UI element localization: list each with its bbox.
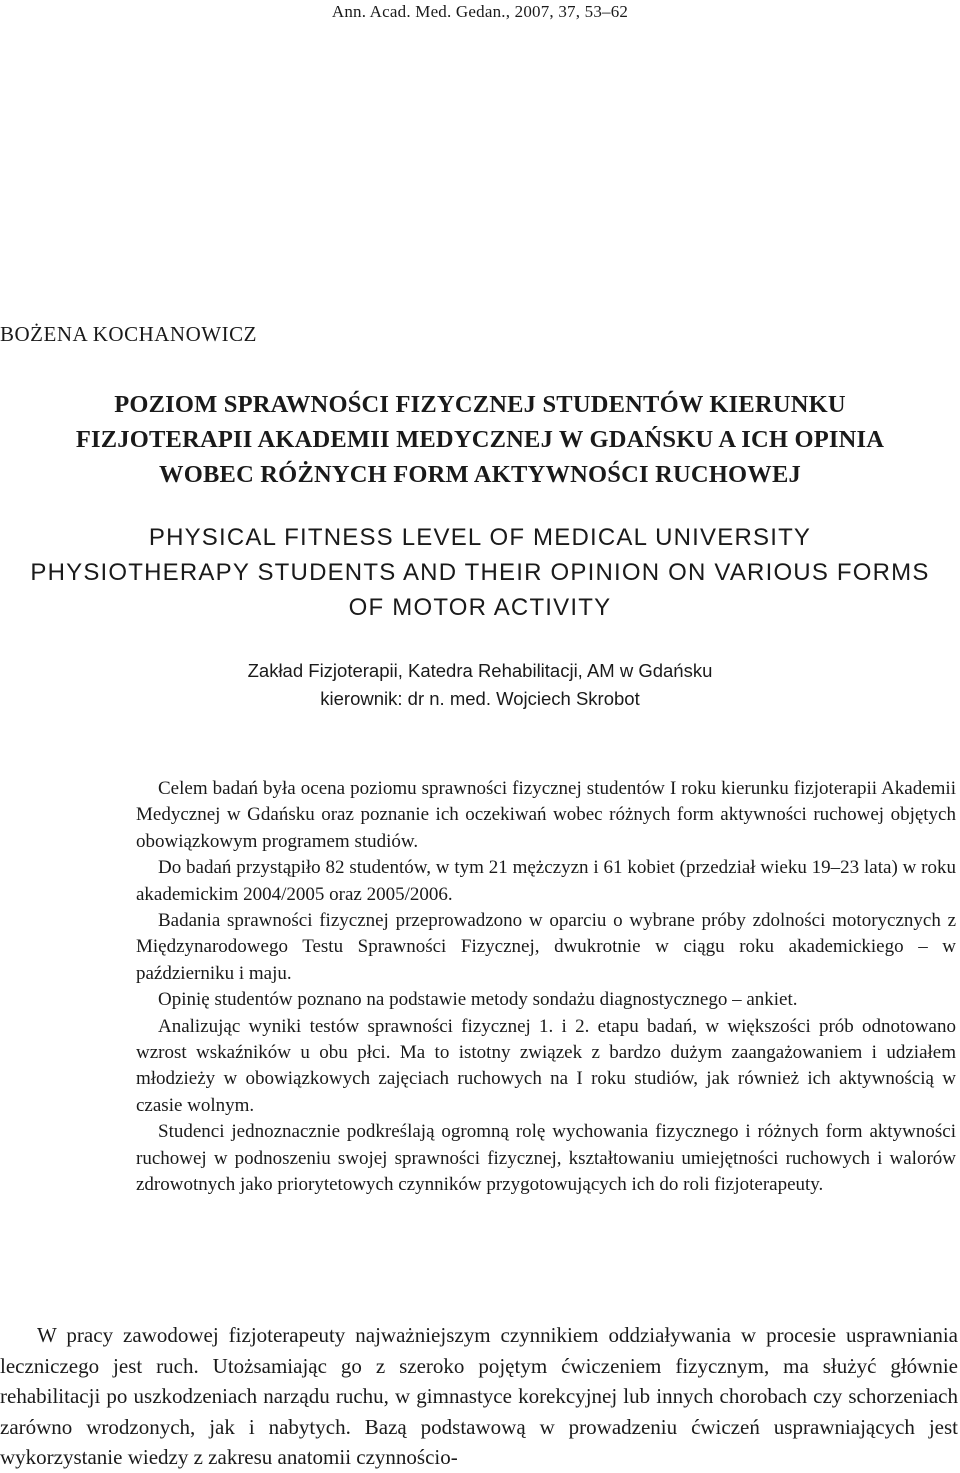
abstract-paragraph: Studenci jednoznacznie podkreślają ogromną rolę wychowania fizycznego i różnych form aktywności ruchowej w podnoszeniu swojej sprawności fizycznej, kształtowaniu umiejętności ruchowych i walorów zdrowotnych jako priorytetowych czynników przygotowujących ich do roli fizjoterapeuty.: [136, 1121, 956, 1196]
abstract-paragraph: Do badań przystąpiło 82 studentów, w tym 21 mężczyzn i 61 kobiet (przedział wieku 19–23 lata) w roku akademickim 2004/2005 oraz 2005/2006.: [136, 857, 956, 905]
abstract-paragraph: Badania sprawności fizycznej przeprowadzono w oparciu o wybrane próby zdolności motorycznych z Międzynarodowego Testu Sprawności Fizycznej, dwukrotnie w ciągu roku akademickiego – w październiku i maju.: [136, 910, 956, 984]
english-title-line-2: PHYSIOTHERAPY STUDENTS AND THEIR OPINION ON VARIOUS FORMS: [30, 559, 930, 586]
journal-citation-header: Ann. Acad. Med. Gedan., 2007, 37, 53–62: [331, 2, 629, 21]
polish-title: [0, 387, 960, 492]
polish-title-line-2: FIZJOTERAPII AKADEMII MEDYCZNEJ W GDAŃSKU A ICH OPINIA: [75, 426, 885, 453]
body-paragraph: W pracy zawodowej fizjoterapeuty najważniejszym czynnikiem oddziaływania w procesie usprawniania leczniczego jest ruch. Utożsamiając go z szeroko pojętym ćwiczeniem fizycznym, ma służyć głównie rehabilitacji po uszkodzeniach narządu ruchu, w gimnastyce korekcyjnej lub innych chorobach czy schorzeniach zarówno wrodzonych, jak i nabytych. Bazą podstawową w prowadzeniu ćwiczeń usprawniających jest wykorzystanie wiedzy z zakresu anatomii czynnościo-: [0, 1323, 958, 1469]
english-title-line-3: OF MOTOR ACTIVITY: [348, 594, 612, 621]
affiliation: [0, 657, 960, 713]
abstract-paragraph: Celem badań była ocena poziomu sprawności fizycznej studentów I roku kierunku fizjoterapii Akademii Medycznej w Gdańsku oraz poznanie ich oczekiwań wobec różnych form aktywności ruchowej objętych obowiązkowym programem studiów.: [136, 778, 956, 852]
polish-title-line-3: WOBEC RÓŻNYCH FORM AKTYWNOŚCI RUCHOWEJ: [159, 461, 801, 488]
abstract-paragraph: Opinię studentów poznano na podstawie metody sondażu diagnostycznego – ankiet.: [158, 989, 798, 1011]
department-head: kierownik: dr n. med. Wojciech Skrobot: [320, 688, 640, 709]
abstract: [136, 776, 956, 1199]
department-name: Zakład Fizjoterapii, Katedra Rehabilitacji, AM w Gdańsku: [247, 660, 713, 681]
english-title: [0, 520, 960, 625]
main-body-text: [0, 1320, 958, 1473]
polish-title-line-1: POZIOM SPRAWNOŚCI FIZYCZNEJ STUDENTÓW KIERUNKU: [114, 391, 846, 418]
english-title-line-1: PHYSICAL FITNESS LEVEL OF MEDICAL UNIVERSITY: [148, 524, 812, 551]
author-name: BOŻENA KOCHANOWICZ: [0, 322, 257, 346]
abstract-paragraph: Analizując wyniki testów sprawności fizycznej 1. i 2. etapu badań, w większości prób odnotowano wzrost wskaźników u obu płci. Ma to istotny związek z bardzo dużym zaangażowaniem i udziałem młodzieży w obowiązkowych zajęciach ruchowych na I roku studiów, jak również ich aktywnością w czasie wolnym.: [136, 1015, 956, 1116]
